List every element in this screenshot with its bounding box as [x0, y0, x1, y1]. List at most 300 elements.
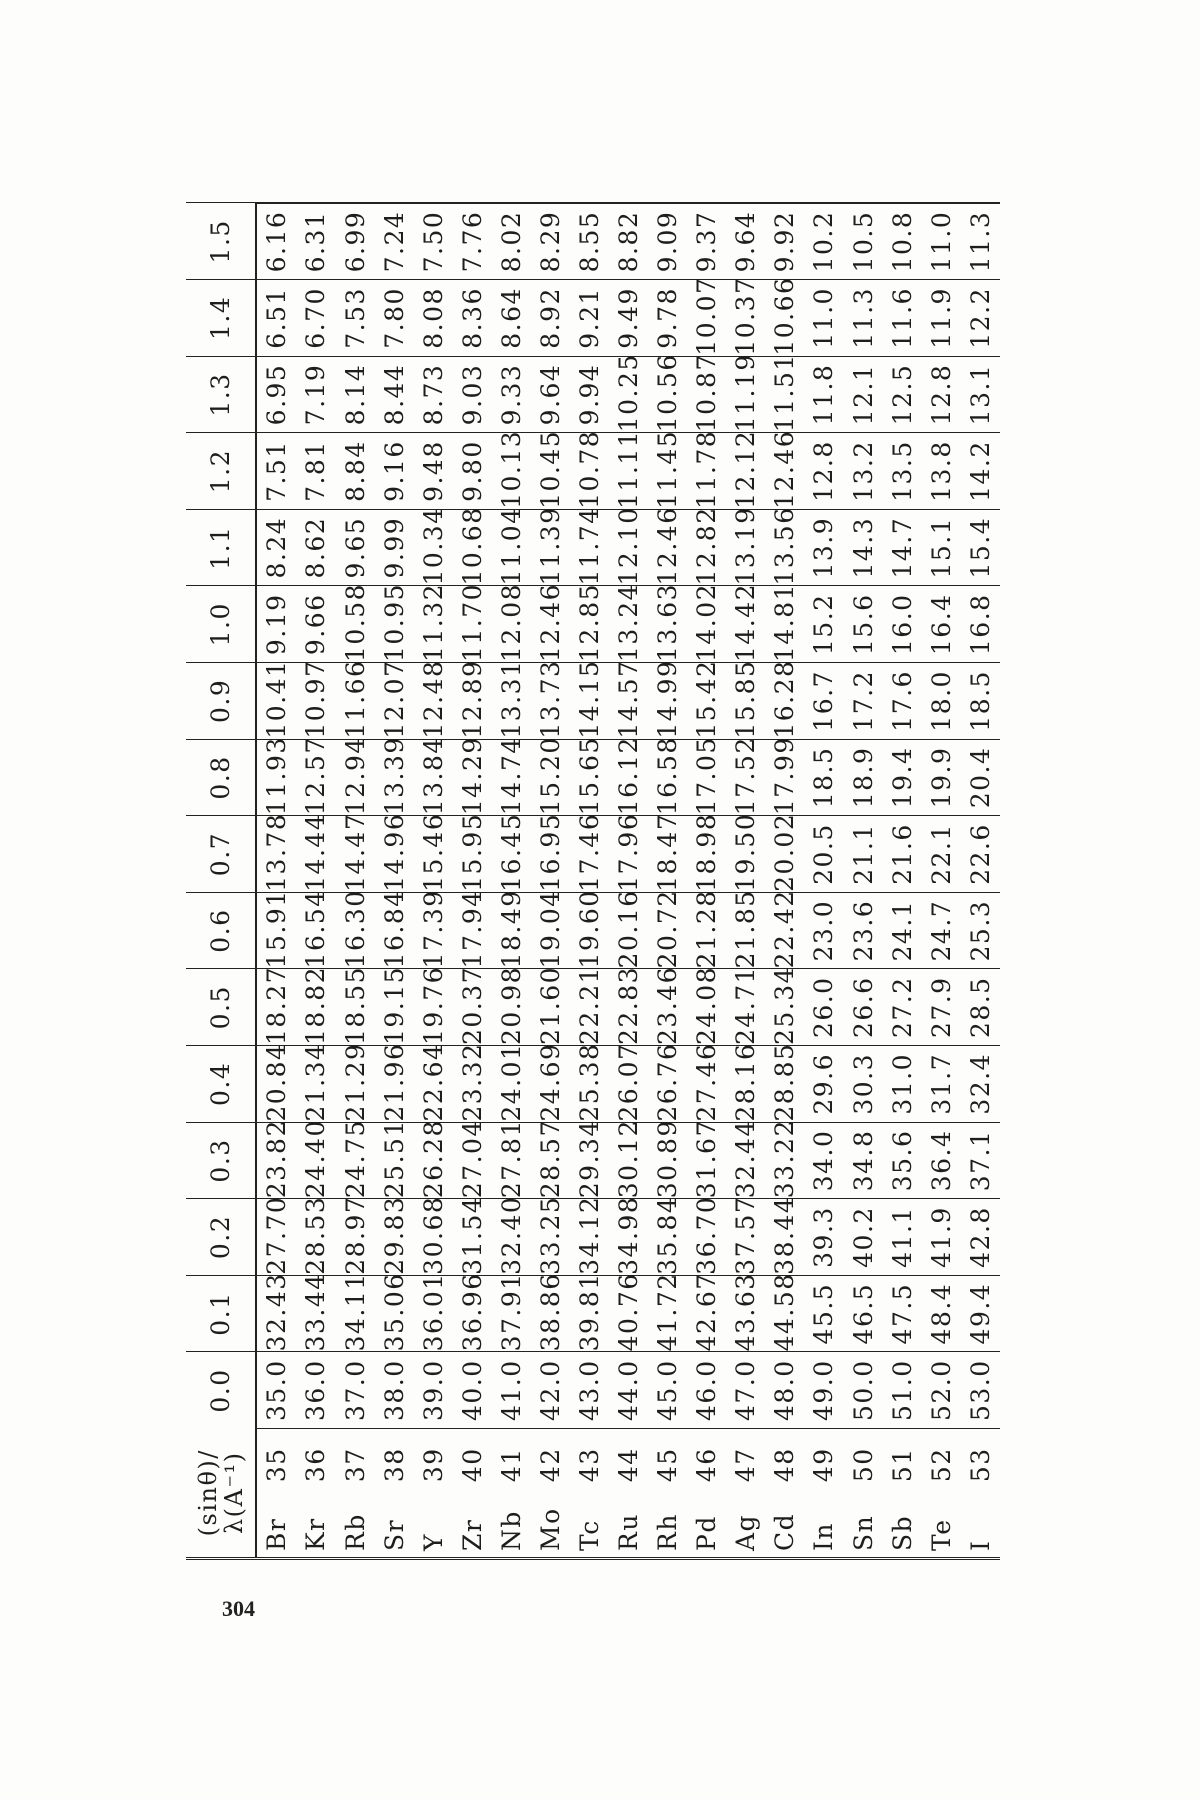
scattering-value: 11.8 [804, 356, 843, 433]
scattering-value: 15.95 [453, 816, 492, 893]
rotated-table-container [186, 202, 1000, 1560]
scattering-value: 37.91 [492, 1275, 531, 1352]
scattering-value: 28.57 [531, 1122, 570, 1199]
table-row [256, 203, 296, 1559]
scattering-value: 41.9 [922, 1199, 961, 1276]
table-row [414, 203, 453, 1559]
scattering-value: 22.83 [609, 969, 648, 1046]
scattering-value: 27.9 [922, 969, 961, 1046]
scattering-value: 13.63 [648, 586, 687, 663]
scattering-value: 13.39 [375, 739, 414, 816]
scattering-value: 7.53 [336, 280, 375, 357]
scattering-value: 48.4 [922, 1275, 961, 1352]
scattering-value: 7.24 [375, 203, 414, 280]
scattering-value: 6.70 [296, 280, 335, 357]
scattering-value: 36.4 [922, 1122, 961, 1199]
atomic-number: 51 [883, 1429, 922, 1501]
scattering-value: 40.0 [453, 1352, 492, 1429]
scattering-value: 17.6 [883, 663, 922, 740]
scattering-value: 39.81 [570, 1275, 609, 1352]
scattering-value: 10.97 [296, 663, 335, 740]
scattering-value: 50.0 [844, 1352, 883, 1429]
scattering-value: 8.14 [336, 356, 375, 433]
column-header: 0.9 [186, 663, 256, 740]
scattering-value: 23.82 [256, 1122, 296, 1199]
scattering-value: 26.07 [609, 1046, 648, 1123]
scattering-value: 27.46 [687, 1046, 726, 1123]
scattering-value: 17.99 [765, 739, 804, 816]
scattering-value: 12.12 [726, 433, 765, 510]
scattering-value: 14.99 [648, 663, 687, 740]
scattering-value: 12.8 [922, 356, 961, 433]
column-header: 0.4 [186, 1046, 256, 1123]
atomic-number: 44 [609, 1429, 648, 1501]
scattering-value: 34.0 [804, 1122, 843, 1199]
element-symbol: Cd [765, 1501, 804, 1559]
scattering-value: 45.5 [804, 1275, 843, 1352]
atomic-number: 50 [844, 1429, 883, 1501]
scattering-value: 14.02 [687, 586, 726, 663]
scattering-value: 11.32 [414, 586, 453, 663]
scattering-value: 49.4 [961, 1275, 1000, 1352]
scattering-factor-table [186, 202, 1000, 1560]
scattering-value: 16.4 [922, 586, 961, 663]
scattering-value: 26.6 [844, 969, 883, 1046]
table-row [765, 203, 804, 1559]
scattering-value: 13.78 [256, 816, 296, 893]
scattering-value: 19.04 [531, 892, 570, 969]
scattering-value: 20.72 [648, 892, 687, 969]
scattering-value: 8.44 [375, 356, 414, 433]
scattering-value: 40.76 [609, 1275, 648, 1352]
scattering-value: 41.1 [883, 1199, 922, 1276]
scattering-value: 13.5 [883, 433, 922, 510]
scattering-value: 19.50 [726, 816, 765, 893]
scattering-value: 9.92 [765, 203, 804, 280]
scattering-value: 43.0 [570, 1352, 609, 1429]
scattering-value: 19.76 [414, 969, 453, 1046]
element-symbol: Sr [375, 1501, 414, 1559]
scattering-value: 15.6 [844, 586, 883, 663]
scattering-value: 21.96 [375, 1046, 414, 1123]
column-header: 1.4 [186, 280, 256, 357]
scattering-value: 23.0 [804, 892, 843, 969]
table-row [336, 203, 375, 1559]
scattering-value: 32.40 [492, 1199, 531, 1276]
scattering-value: 31.0 [883, 1046, 922, 1123]
scattering-value: 8.29 [531, 203, 570, 280]
scattering-value: 14.47 [336, 816, 375, 893]
scattering-value: 12.85 [570, 586, 609, 663]
element-symbol: Ag [726, 1501, 765, 1559]
scattering-value: 11.74 [570, 509, 609, 586]
scattering-value: 13.2 [844, 433, 883, 510]
scattering-value: 25.38 [570, 1046, 609, 1123]
scattering-value: 12.08 [492, 586, 531, 663]
scattering-value: 16.54 [296, 892, 335, 969]
scattering-value: 12.8 [804, 433, 843, 510]
scattering-value: 35.06 [375, 1275, 414, 1352]
scattering-value: 16.84 [375, 892, 414, 969]
scattering-value: 31.54 [453, 1199, 492, 1276]
scattering-value: 24.1 [883, 892, 922, 969]
element-symbol: Sn [844, 1501, 883, 1559]
scattering-value: 8.24 [256, 509, 296, 586]
scattering-value: 7.76 [453, 203, 492, 280]
scattering-value: 14.81 [765, 586, 804, 663]
scattering-value: 10.5 [844, 203, 883, 280]
scattering-value: 15.20 [531, 739, 570, 816]
scattering-value: 25.3 [961, 892, 1000, 969]
scattering-value: 10.8 [883, 203, 922, 280]
header-row [186, 203, 256, 1559]
scattering-value: 13.9 [804, 509, 843, 586]
scattering-value: 8.64 [492, 280, 531, 357]
scattering-value: 17.52 [726, 739, 765, 816]
atomic-number: 39 [414, 1429, 453, 1501]
scattering-value: 13.8 [922, 433, 961, 510]
scattering-value: 35.84 [648, 1199, 687, 1276]
scattering-value: 25.51 [375, 1122, 414, 1199]
element-symbol: Kr [296, 1501, 335, 1559]
atomic-number: 37 [336, 1429, 375, 1501]
scattering-value: 10.95 [375, 586, 414, 663]
scattering-value: 14.57 [609, 663, 648, 740]
scattering-value: 11.3 [844, 280, 883, 357]
scattering-value: 10.25 [609, 356, 648, 433]
column-header: 0.0 [186, 1352, 256, 1429]
scattering-value: 20.37 [453, 969, 492, 1046]
column-header: 0.8 [186, 739, 256, 816]
scattering-value: 28.85 [765, 1046, 804, 1123]
scattering-value: 34.11 [336, 1275, 375, 1352]
element-symbol: Zr [453, 1501, 492, 1559]
scattering-value: 41.72 [648, 1275, 687, 1352]
scattering-value: 35.6 [883, 1122, 922, 1199]
scattering-value: 21.60 [531, 969, 570, 1046]
scattering-value: 47.0 [726, 1352, 765, 1429]
scattering-value: 36.96 [453, 1275, 492, 1352]
scattering-value: 52.0 [922, 1352, 961, 1429]
atomic-number: 52 [922, 1429, 961, 1501]
scattering-value: 14.2 [961, 433, 1000, 510]
scattering-value: 30.12 [609, 1122, 648, 1199]
scattering-value: 14.7 [883, 509, 922, 586]
atomic-number: 40 [453, 1429, 492, 1501]
scattering-value: 36.0 [296, 1352, 335, 1429]
scattering-value: 7.81 [296, 433, 335, 510]
scattering-value: 6.16 [256, 203, 296, 280]
scattering-value: 12.07 [375, 663, 414, 740]
scattering-value: 16.0 [883, 586, 922, 663]
scattering-value: 18.98 [687, 816, 726, 893]
scattering-value: 9.16 [375, 433, 414, 510]
scattering-value: 17.39 [414, 892, 453, 969]
scattering-value: 24.08 [687, 969, 726, 1046]
scattering-value: 22.64 [414, 1046, 453, 1123]
element-symbol: Mo [531, 1501, 570, 1559]
scattering-value: 20.16 [609, 892, 648, 969]
scattering-value: 6.99 [336, 203, 375, 280]
scattering-value: 21.1 [844, 816, 883, 893]
scattering-value: 34.8 [844, 1122, 883, 1199]
scattering-value: 20.4 [961, 739, 1000, 816]
scattering-value: 11.9 [922, 280, 961, 357]
scattering-value: 26.28 [414, 1122, 453, 1199]
scattering-value: 17.46 [570, 816, 609, 893]
element-symbol: Tc [570, 1501, 609, 1559]
scattering-value: 16.45 [492, 816, 531, 893]
table-row [609, 203, 648, 1559]
scattering-value: 33.22 [765, 1122, 804, 1199]
table-row [961, 203, 1000, 1559]
scattering-value: 16.30 [336, 892, 375, 969]
table-row [726, 203, 765, 1559]
scattering-value: 37.57 [726, 1199, 765, 1276]
scattering-value: 10.58 [336, 586, 375, 663]
scattering-value: 9.37 [687, 203, 726, 280]
scattering-value: 9.19 [256, 586, 296, 663]
scattering-value: 19.9 [922, 739, 961, 816]
atomic-number: 43 [570, 1429, 609, 1501]
page-number: 304 [222, 1596, 255, 1621]
scattering-value: 11.19 [726, 356, 765, 433]
scattering-value: 9.65 [336, 509, 375, 586]
scattering-value: 9.66 [296, 586, 335, 663]
scattering-value: 11.93 [256, 739, 296, 816]
scattering-value: 12.5 [883, 356, 922, 433]
element-symbol: Pd [687, 1501, 726, 1559]
scattering-value: 27.04 [453, 1122, 492, 1199]
element-symbol: Sb [883, 1501, 922, 1559]
element-symbol: Te [922, 1501, 961, 1559]
scattering-value: 18.82 [296, 969, 335, 1046]
scattering-value: 8.82 [609, 203, 648, 280]
scattering-value: 26.76 [648, 1046, 687, 1123]
table-row [883, 203, 922, 1559]
scattering-value: 8.08 [414, 280, 453, 357]
table-row [296, 203, 335, 1559]
scattering-value: 11.66 [336, 663, 375, 740]
column-header: 1.2 [186, 433, 256, 510]
scattering-value: 29.6 [804, 1046, 843, 1123]
scattering-value: 9.80 [453, 433, 492, 510]
table-row [375, 203, 414, 1559]
header-label-line1: (sinθ)/ [193, 1449, 222, 1537]
atomic-number: 35 [256, 1429, 296, 1501]
scattering-value: 15.91 [256, 892, 296, 969]
scattering-value: 9.03 [453, 356, 492, 433]
atomic-number: 46 [687, 1429, 726, 1501]
scattering-value: 8.02 [492, 203, 531, 280]
scattering-value: 34.98 [609, 1199, 648, 1276]
scattering-value: 22.21 [570, 969, 609, 1046]
column-header: 1.5 [186, 203, 256, 280]
scattering-value: 13.31 [492, 663, 531, 740]
table-row [453, 203, 492, 1559]
table-row [570, 203, 609, 1559]
scattering-value: 11.51 [765, 356, 804, 433]
scattering-value: 42.0 [531, 1352, 570, 1429]
scattering-value: 49.0 [804, 1352, 843, 1429]
element-symbol: Ru [609, 1501, 648, 1559]
scattering-value: 39.3 [804, 1199, 843, 1276]
scattering-value: 14.3 [844, 509, 883, 586]
scattering-value: 31.67 [687, 1122, 726, 1199]
scattering-value: 48.0 [765, 1352, 804, 1429]
table-row [844, 203, 883, 1559]
atomic-number: 41 [492, 1429, 531, 1501]
scattering-value: 40.2 [844, 1199, 883, 1276]
scattering-value: 7.50 [414, 203, 453, 280]
scattering-value: 10.45 [531, 433, 570, 510]
element-symbol: Nb [492, 1501, 531, 1559]
scattering-value: 8.84 [336, 433, 375, 510]
scattering-value: 30.89 [648, 1122, 687, 1199]
scattering-value: 21.29 [336, 1046, 375, 1123]
scattering-value: 17.2 [844, 663, 883, 740]
scattering-value: 10.78 [570, 433, 609, 510]
scattering-value: 10.68 [453, 509, 492, 586]
scattering-value: 33.25 [531, 1199, 570, 1276]
scattering-value: 10.66 [765, 280, 804, 357]
scattering-value: 28.53 [296, 1199, 335, 1276]
scattering-value: 15.2 [804, 586, 843, 663]
column-header: 0.5 [186, 969, 256, 1046]
scattering-value: 15.1 [922, 509, 961, 586]
scattering-value: 44.58 [765, 1275, 804, 1352]
scattering-value: 14.74 [492, 739, 531, 816]
scattering-value: 21.6 [883, 816, 922, 893]
scattering-value: 18.0 [922, 663, 961, 740]
scattering-value: 46.0 [687, 1352, 726, 1429]
scattering-value: 31.7 [922, 1046, 961, 1123]
scattering-value: 23.32 [453, 1046, 492, 1123]
scattering-value: 10.2 [804, 203, 843, 280]
scattering-value: 9.94 [570, 356, 609, 433]
scattering-value: 22.42 [765, 892, 804, 969]
scattering-value: 15.85 [726, 663, 765, 740]
scattering-value: 7.80 [375, 280, 414, 357]
scattering-value: 13.84 [414, 739, 453, 816]
scattering-value: 11.45 [648, 433, 687, 510]
scattering-value: 9.99 [375, 509, 414, 586]
scattering-value: 12.46 [531, 586, 570, 663]
scattering-value: 6.95 [256, 356, 296, 433]
scattering-value: 12.57 [296, 739, 335, 816]
element-symbol: Y [414, 1501, 453, 1559]
scattering-value: 9.09 [648, 203, 687, 280]
scattering-value: 38.0 [375, 1352, 414, 1429]
table-row [922, 203, 961, 1559]
scattering-value: 29.34 [570, 1122, 609, 1199]
scattering-value: 10.37 [726, 280, 765, 357]
scattering-value: 38.86 [531, 1275, 570, 1352]
scattering-value: 12.10 [609, 509, 648, 586]
scattering-value: 11.0 [922, 203, 961, 280]
scattering-value: 16.58 [648, 739, 687, 816]
scattering-value: 20.02 [765, 816, 804, 893]
header-label-line2: λ(A⁻¹) [219, 1451, 248, 1535]
column-header: 0.6 [186, 892, 256, 969]
scattering-value: 16.7 [804, 663, 843, 740]
scattering-value: 13.56 [765, 509, 804, 586]
scattering-value: 42.67 [687, 1275, 726, 1352]
scattering-value: 14.44 [296, 816, 335, 893]
scattering-value: 32.44 [726, 1122, 765, 1199]
scattering-value: 12.82 [687, 509, 726, 586]
scattering-value: 20.98 [492, 969, 531, 1046]
scattering-value: 25.34 [765, 969, 804, 1046]
scattering-value: 43.63 [726, 1275, 765, 1352]
scattering-value: 18.47 [648, 816, 687, 893]
scattering-value: 10.07 [687, 280, 726, 357]
scattering-value: 24.75 [336, 1122, 375, 1199]
table-row [531, 203, 570, 1559]
scattering-value: 42.8 [961, 1199, 1000, 1276]
scattering-value: 24.71 [726, 969, 765, 1046]
scattering-value: 23.46 [648, 969, 687, 1046]
scattering-value: 13.1 [961, 356, 1000, 433]
header-label [186, 1429, 256, 1559]
scattering-value: 24.40 [296, 1122, 335, 1199]
scattering-value: 16.28 [765, 663, 804, 740]
scattering-value: 10.41 [256, 663, 296, 740]
table-row [687, 203, 726, 1559]
scattering-value: 15.65 [570, 739, 609, 816]
scattering-value: 16.12 [609, 739, 648, 816]
scattering-value: 24.7 [922, 892, 961, 969]
atomic-number: 38 [375, 1429, 414, 1501]
scattering-value: 28.5 [961, 969, 1000, 1046]
scattering-value: 18.27 [256, 969, 296, 1046]
scattering-value: 19.60 [570, 892, 609, 969]
element-symbol: Rb [336, 1501, 375, 1559]
scattering-value: 46.5 [844, 1275, 883, 1352]
scattering-value: 20.5 [804, 816, 843, 893]
scattering-value: 12.94 [336, 739, 375, 816]
scattering-value: 9.49 [609, 280, 648, 357]
scattering-value: 6.31 [296, 203, 335, 280]
scattering-value: 12.89 [453, 663, 492, 740]
scattering-value: 27.81 [492, 1122, 531, 1199]
scattering-value: 8.62 [296, 509, 335, 586]
scattering-value: 6.51 [256, 280, 296, 357]
scattering-value: 27.2 [883, 969, 922, 1046]
scattering-value: 11.70 [453, 586, 492, 663]
scattering-value: 8.55 [570, 203, 609, 280]
scattering-value: 13.19 [726, 509, 765, 586]
scattering-value: 15.46 [414, 816, 453, 893]
scattering-value: 11.39 [531, 509, 570, 586]
scattering-value: 33.44 [296, 1275, 335, 1352]
scattering-value: 18.5 [804, 739, 843, 816]
scattering-value: 41.0 [492, 1352, 531, 1429]
scattering-value: 30.68 [414, 1199, 453, 1276]
scattering-value: 14.96 [375, 816, 414, 893]
scattering-value: 19.15 [375, 969, 414, 1046]
atomic-number: 49 [804, 1429, 843, 1501]
scattering-value: 13.73 [531, 663, 570, 740]
scattering-value: 7.51 [256, 433, 296, 510]
element-symbol: I [961, 1501, 1000, 1559]
atomic-number: 47 [726, 1429, 765, 1501]
scattering-value: 26.0 [804, 969, 843, 1046]
scattering-value: 9.64 [531, 356, 570, 433]
atomic-number: 53 [961, 1429, 1000, 1501]
element-symbol: Rh [648, 1501, 687, 1559]
scattering-value: 17.96 [609, 816, 648, 893]
